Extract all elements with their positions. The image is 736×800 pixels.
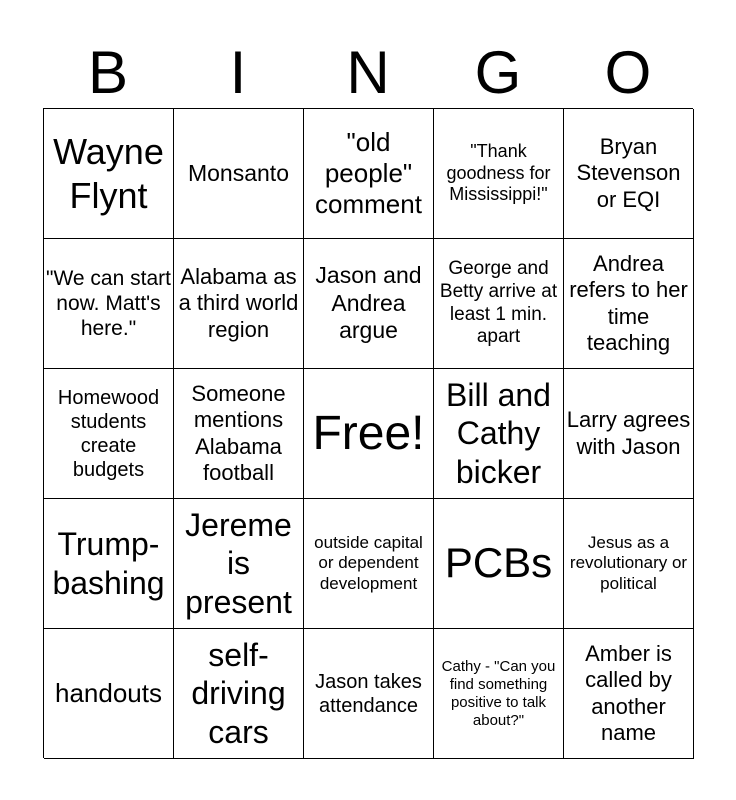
cell-text: Bryan Stevenson or EQI [576,133,681,212]
cell-text: Jesus as a revolutionary or political [569,532,688,593]
cell-text: "Thank goodness for Mississippi!" [446,141,551,205]
header-letter-b: B [87,39,129,106]
bingo-board [43,108,693,758]
bingo-cell-1-4[interactable] [434,109,564,239]
header-letter-n: N [346,39,390,106]
bingo-cell-2-5[interactable] [564,239,694,369]
cell-text: Jereme is present [185,506,292,620]
bingo-cell-1-3[interactable] [304,109,434,239]
cell-text: self-driving cars [191,636,286,750]
cell-text: PCBs [444,539,553,587]
free-space-text: Free! [312,406,425,460]
bingo-cell-3-2[interactable] [174,369,304,499]
bingo-cell-5-2[interactable] [174,629,304,759]
cell-text: Jason and Andrea argue [315,262,422,344]
bingo-cell-5-1[interactable] [44,629,174,759]
cell-text: Andrea refers to her time teaching [569,250,688,355]
cell-text: handouts [55,677,162,708]
bingo-cell-5-3[interactable] [304,629,434,759]
cell-text: "old people" comment [315,126,422,220]
bingo-cell-2-4[interactable] [434,239,564,369]
cell-text: Homewood students create budgets [57,386,160,481]
bingo-header [43,38,693,108]
cell-text: Bill and Cathy bicker [446,376,551,490]
bingo-cell-3-3[interactable] [304,369,434,499]
bingo-cell-3-1[interactable] [44,369,174,499]
bingo-cell-2-3[interactable] [304,239,434,369]
bingo-cell-4-2[interactable] [174,499,304,629]
bingo-cell-3-4[interactable] [434,369,564,499]
bingo-cell-5-4[interactable] [434,629,564,759]
cell-text: Alabama as a third world region [178,263,299,342]
cell-text: Cathy - "Can you find something positive to talk about?" [441,657,556,729]
cell-text: Wayne Flynt [53,131,164,216]
bingo-cell-3-5[interactable] [564,369,694,499]
bingo-cell-4-5[interactable] [564,499,694,629]
bingo-cell-1-1[interactable] [44,109,174,239]
cell-text: Trump-bashing [52,526,165,601]
bingo-cell-1-2[interactable] [174,109,304,239]
header-letter-o: O [604,39,652,106]
cell-text: outside capital or dependent development [314,532,423,593]
cell-text: Jason takes attendance [315,670,422,717]
bingo-cell-4-1[interactable] [44,499,174,629]
bingo-cell-2-1[interactable] [44,239,174,369]
cell-text: Amber is called by another name [585,640,672,745]
cell-text: Monsanto [187,159,289,186]
cell-text: George and Betty arrive at least 1 min. apart [439,257,558,348]
bingo-cell-5-5[interactable] [564,629,694,759]
cell-text: Larry agrees with Jason [566,407,691,459]
bingo-cell-4-3[interactable] [304,499,434,629]
bingo-cell-1-5[interactable] [564,109,694,239]
bingo-cell-4-4[interactable] [434,499,564,629]
bingo-cell-2-2[interactable] [174,239,304,369]
header-letter-g: G [474,39,522,106]
cell-text: Someone mentions Alabama football [191,380,286,485]
cell-text: "We can start now. Matt's here." [46,266,171,341]
header-letter-i: I [229,39,247,106]
